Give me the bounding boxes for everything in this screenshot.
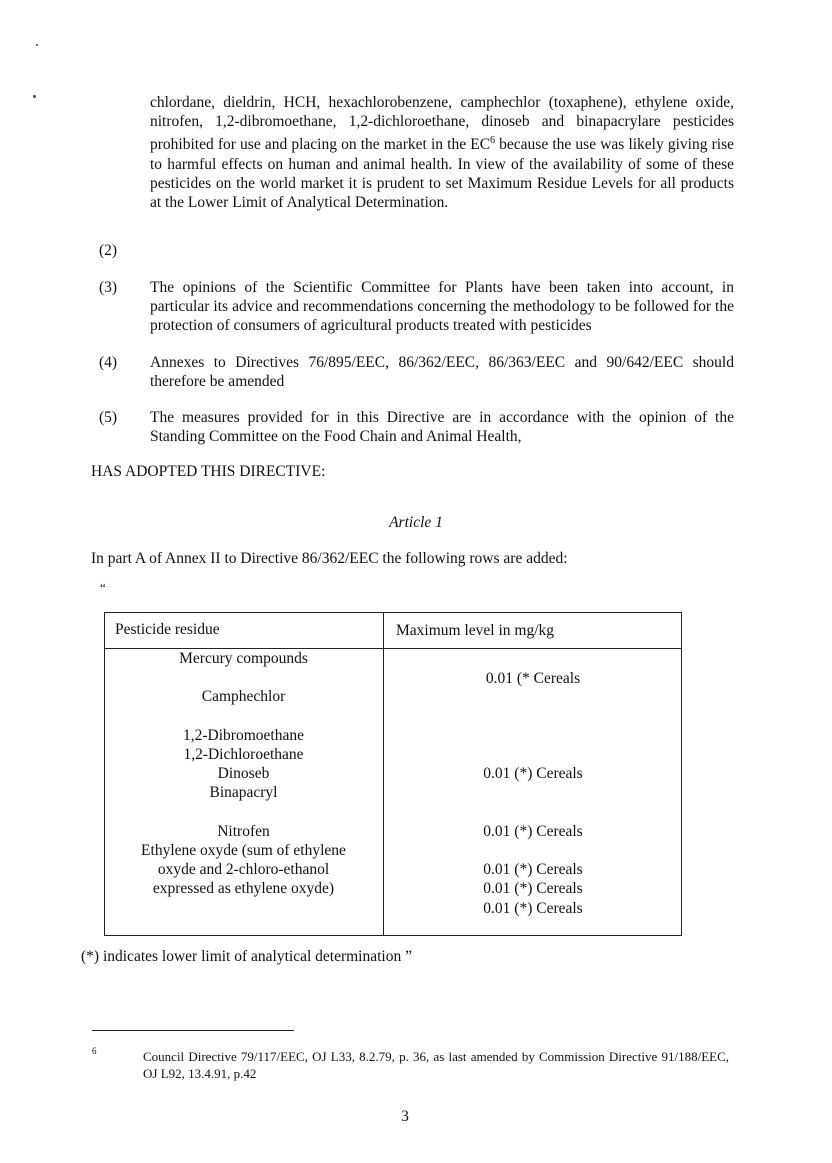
max-level: 0.01 (*) Cereals bbox=[483, 765, 583, 782]
article-text: In part A of Annex II to Directive 86/362/EEC the following rows are added: bbox=[91, 550, 568, 567]
recital-text: The measures provided for in this Directive are in accordance with the opinion of the Standing Committee on the Food Chain and Animal Health, bbox=[150, 409, 734, 446]
page-number: 3 bbox=[401, 1108, 409, 1125]
recital-text: The opinions of the Scientific Committee for Plants have been taken into account, in particular its advice and recommendations concerning the methodology to be followed for the protection of consumers of agricultural products treated with pesticides bbox=[150, 279, 734, 335]
pesticide-name: Nitrofen bbox=[217, 823, 270, 840]
open-quote: “ bbox=[100, 580, 106, 595]
article-title: Article 1 bbox=[389, 514, 443, 531]
intro-paragraph: chlordane, dieldrin, HCH, hexachlorobenzene, camphechlor (toxaphene), ethylene oxide, nitrofen, 1,2-dibromoethane, 1,2-dichloroethane, dinoseb and binapacrylare pesticides prohibited for use and placing on the market in the $EC^6$ because the use was likely giving rise to harmful effects on human and animal health. In view of the availability of some of these pesticides on the world market it is prudent to set Maximum Residue Levels for all products at the Lower Limit of Analytical Determination. bbox=[150, 94, 734, 212]
footnote-number: 6 bbox=[92, 1046, 97, 1056]
table-header-left: Pesticide residue bbox=[115, 621, 220, 638]
pesticide-name: Binapacryl bbox=[209, 784, 278, 801]
max-level: 0.01 (*) Cereals bbox=[483, 880, 583, 897]
table-header-right: Maximum level in mg/kg bbox=[396, 622, 554, 639]
adopted-heading: HAS ADOPTED THIS DIRECTIVE: bbox=[91, 463, 326, 480]
table-note: (*) indicates lower limit of analytical determination ” bbox=[81, 948, 412, 965]
pesticide-name: Ethylene oxyde (sum of ethylene bbox=[141, 842, 346, 859]
max-level: 0.01 (* Cereals bbox=[485, 670, 581, 687]
pesticide-name: oxyde and 2-chloro-ethanol bbox=[157, 861, 330, 878]
pesticide-name: 1,2-Dichloroethane bbox=[183, 746, 304, 763]
scan-speck bbox=[33, 95, 36, 98]
recital-text: Annexes to Directives 76/895/EEC, 86/362/EEC, 86/363/EEC and 90/642/EEC should therefore be amended bbox=[150, 354, 734, 391]
pesticide-name: Mercury compounds bbox=[179, 650, 308, 667]
footnote-text: Council Directive 79/117/EEC, OJ L33, 8.2.79, p. 36, as last amended by Commission Directive 91/188/EEC, OJ L92, 13.4.91, p.42 bbox=[143, 1049, 729, 1081]
footnote-ref: 6 bbox=[490, 135, 496, 147]
pesticide-name: Dinoseb bbox=[217, 765, 270, 782]
pesticide-name: 1,2-Dibromoethane bbox=[183, 727, 304, 744]
max-level: 0.01 (*) Cereals bbox=[483, 861, 583, 878]
max-level: 0.01 (*) Cereals bbox=[483, 823, 583, 840]
footnote-rule bbox=[92, 1030, 294, 1031]
max-level: 0.01 (*) Cereals bbox=[483, 900, 583, 917]
recital-number: (5) bbox=[99, 409, 118, 426]
recital-number: (2) bbox=[99, 242, 118, 259]
recital-number: (3) bbox=[99, 279, 118, 296]
pesticide-name: Camphechlor bbox=[201, 688, 286, 705]
scan-speck bbox=[36, 44, 38, 46]
pesticide-name: expressed as ethylene oxyde) bbox=[152, 880, 335, 897]
recital-number: (4) bbox=[99, 354, 118, 371]
